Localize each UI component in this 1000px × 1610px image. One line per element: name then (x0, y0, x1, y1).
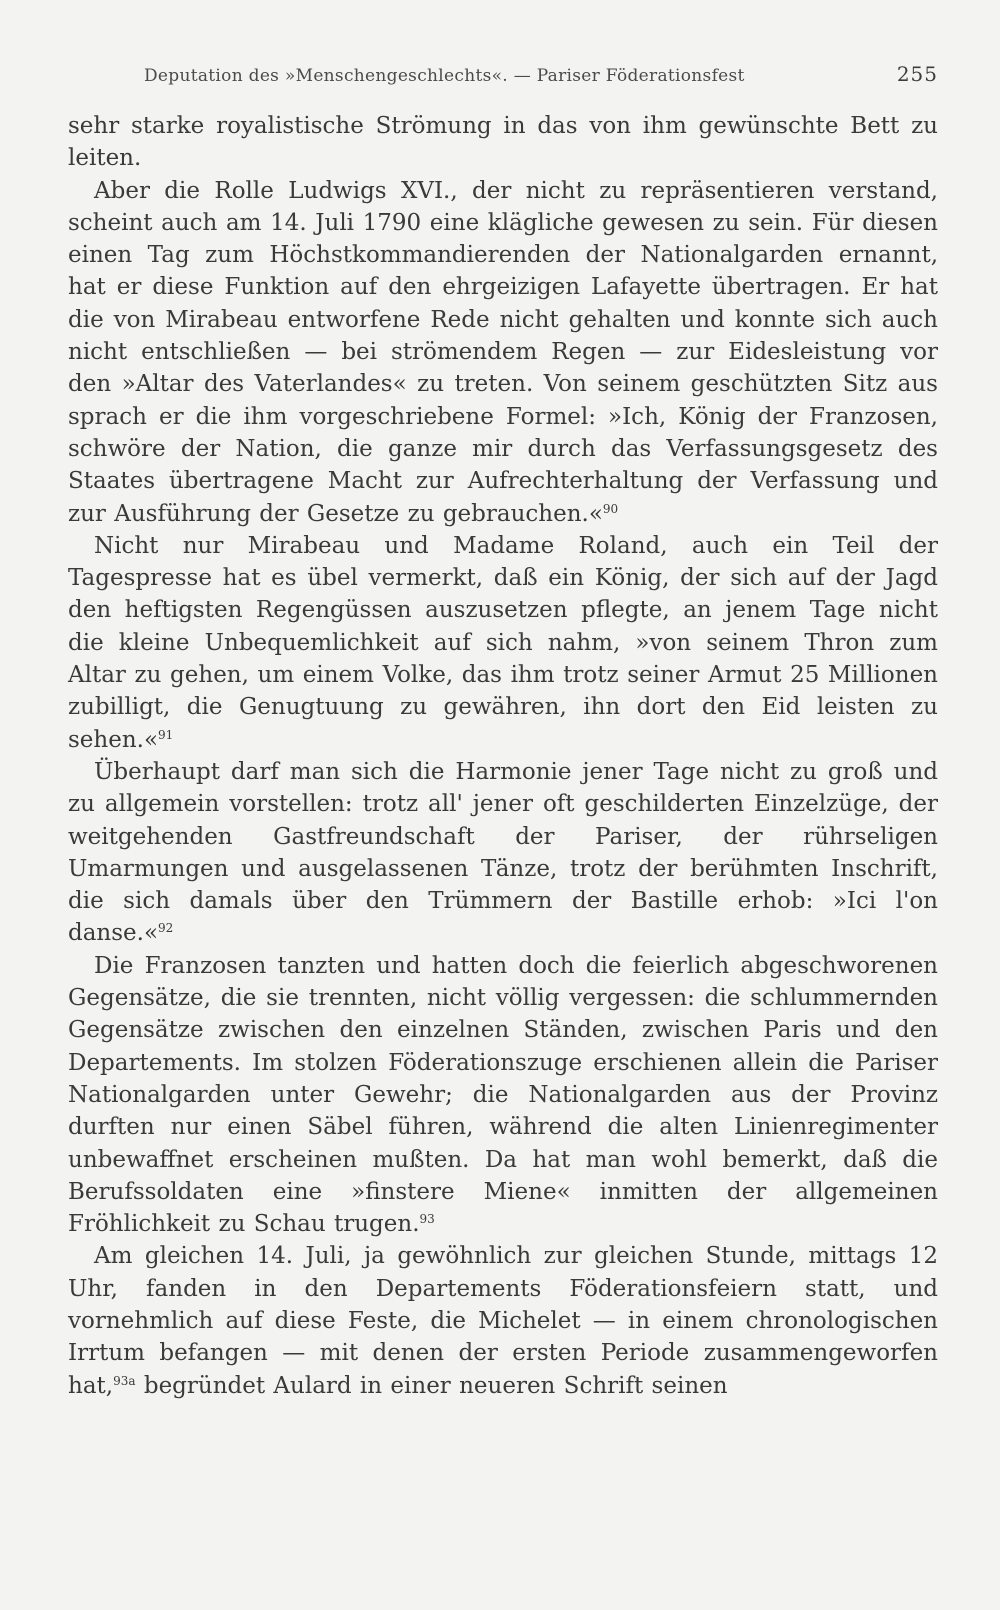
paragraph (68, 110, 938, 175)
paragraph (68, 1240, 938, 1401)
paragraph-text: Die Franzosen tanzten und hatten doch die feierlich abgeschworenen Gegensätze, die sie trennten, nicht völlig vergessen: die schlummernden Gegensätze zwischen den einzelnen Ständen, zwischen Paris und den Departements. Im stolzen Föderationszuge erschienen allein die Pariser Nationalgarden unter Gewehr; die Nationalgarden aus der Provinz durften nur einen Säbel führen, während die alten Linienregimenter unbewaffnet erscheinen mußten. Da hat man wohl bemerkt, daß die Berufssoldaten eine »finstere Miene« inmitten der allgemeinen Fröhlichkeit zu Schau trugen. (68, 952, 938, 1238)
footnote-ref: 91 (158, 727, 174, 742)
body-text (68, 110, 938, 1402)
paragraph (68, 950, 938, 1241)
paragraph (68, 756, 938, 950)
footnote-ref: 92 (158, 921, 174, 936)
book-page (68, 62, 938, 1402)
paragraph (68, 175, 938, 530)
page-number: 255 (896, 62, 938, 86)
running-header (144, 62, 938, 92)
paragraph-text: Aber die Rolle Ludwigs XVI., der nicht zu repräsentieren verstand, scheint auch am 14. Juli 1790 eine klägliche gewesen zu sein. Für diesen einen Tag zum Höchstkommandierenden der Nationalgarden ernannt, hat er diese Funktion auf den ehrgeizigen Lafayette übertragen. Er hat die von Mirabeau entworfene Rede nicht gehalten und konnte sich auch nicht entschließen — bei strömendem Regen — zur Eidesleistung vor den »Altar des Vaterlandes« zu treten. Von seinem geschützten Sitz aus sprach er die ihm vorgeschriebene Formel: »Ich, König der Franzosen, schwöre der Nation, die ganze mir durch das Verfassungsgesetz des Staates übertragene Macht zur Aufrechterhaltung der Verfassung und zur Ausführung der Gesetze zu gebrauchen.« (68, 177, 938, 527)
running-title: Deputation des »Menschengeschlechts«. — Pariser Föderationsfest (144, 66, 745, 86)
paragraph-text: Nicht nur Mirabeau und Madame Roland, auch ein Teil der Tagespresse hat es übel vermerkt, daß ein König, der sich auf der Jagd den heftigsten Regengüssen auszusetzen pflegte, an jenem Tage nicht die kleine Unbequemlichkeit auf sich nahm, »von seinem Thron zum Altar zu gehen, um einem Volke, das ihm trotz seiner Armut 25 Millionen zubilligt, die Genugtuung zu gewähren, ihn dort den Eid leisten zu sehen.« (68, 532, 938, 753)
paragraph (68, 530, 938, 756)
footnote-ref: 90 (602, 501, 619, 516)
paragraph-text: Am gleichen 14. Juli, ja gewöhnlich zur gleichen Stunde, mittags 12 Uhr, fanden in den Departements Föderationsfeiern statt, und vornehmlich auf diese Feste, die Michelet — in einem chronologischen Irrtum befangen — mit denen der ersten Periode zusammengeworfen hat, (68, 1243, 938, 1399)
paragraph-text-continued: begründet Aulard in einer neueren Schrift seinen (135, 1372, 728, 1399)
paragraph-text: sehr starke royalistische Strömung in das von ihm gewünschte Bett zu leiten. (68, 113, 938, 172)
footnote-ref: 93 (419, 1212, 435, 1227)
footnote-ref: 93a (113, 1373, 136, 1388)
paragraph-text: Überhaupt darf man sich die Harmonie jener Tage nicht zu groß und zu allgemein vorstellen: trotz all' jener oft geschilderten Einzelzüge, der weitgehenden Gastfreundschaft der Pariser, der rührseligen Umarmungen und ausgelassenen Tänze, trotz der berühmten Inschrift, die sich damals über den Trümmern der Bastille erhob: »Ici l'on danse.« (68, 758, 938, 947)
